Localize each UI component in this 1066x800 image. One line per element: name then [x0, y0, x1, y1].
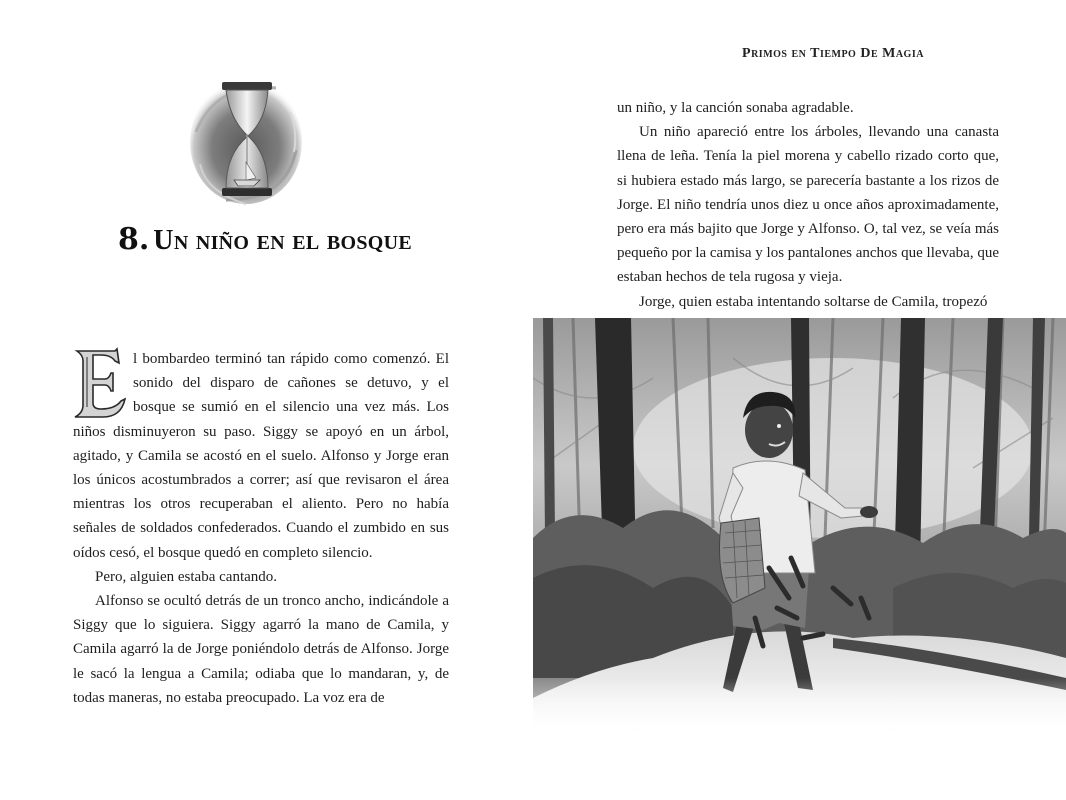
paragraph-text: l bombardeo terminó tan rápido como comenzó. El sonido del disparo de cañones se detuvo, y el bosque se sumió en el silencio una vez más. Los niños disminuyeron su paso. Siggy se apoyó en un árbol, agitado, y Camila se acostó en el suelo. Alfonso y Jorge eran los únicos acostumbrados a correr; así que revisaron el área mientras los otros recuperaban el aliento. Pero no había señales de soldados confederados. Cuando el zumbido en sus oídos cesó, el bosque quedó en completo silencio. [73, 351, 449, 561]
right-page [533, 0, 1066, 800]
forest-boy-illustration [533, 318, 1066, 738]
drop-cap [71, 347, 127, 419]
paragraph: Un niño apareció entre los árboles, llevando una canasta llena de leña. Tenía la piel morena y cabello rizado corto que, si hubiera estado más largo, se parecería bastante a los rizos de Jorge. El niño tendría unos diez u once años aproximadamente, pero era más bajito que Jorge y Alfonso. O, tal vez, se veía más pequeño por la camisa y los pantalones anchos que llevaba, que estaban hechos de tela rugosa y vieja. [617, 124, 999, 286]
right-page-body [617, 96, 999, 314]
paragraph: Pero, alguien estaba cantando. [95, 568, 278, 585]
running-header: Primos en Tiempo De Magia [742, 46, 924, 61]
paragraph: Alfonso se ocultó detrás de un tronco ancho, indicándole a Siggy que lo siguiera. Siggy agarró la mano de Camila, y Camila agarró la de Jorge poniéndolo detrás de Alfonso. Jorge le sacó la lengua a Camila; odiaba que lo mandaran, y, de todas maneras, no estaba preocupado. La voz era de [73, 593, 449, 706]
chapter-title: Un niño en el bosque [153, 225, 413, 256]
left-page-body [73, 347, 449, 710]
chapter-heading [60, 222, 470, 257]
paragraph: Jorge, quien estaba intentando soltarse de Camila, tropezó [639, 293, 988, 310]
paragraph: un niño, y la canción sonaba agradable. [617, 100, 854, 116]
hourglass-swirl-icon [186, 72, 306, 212]
chapter-number: 8. [117, 222, 150, 257]
paragraph [73, 347, 449, 565]
